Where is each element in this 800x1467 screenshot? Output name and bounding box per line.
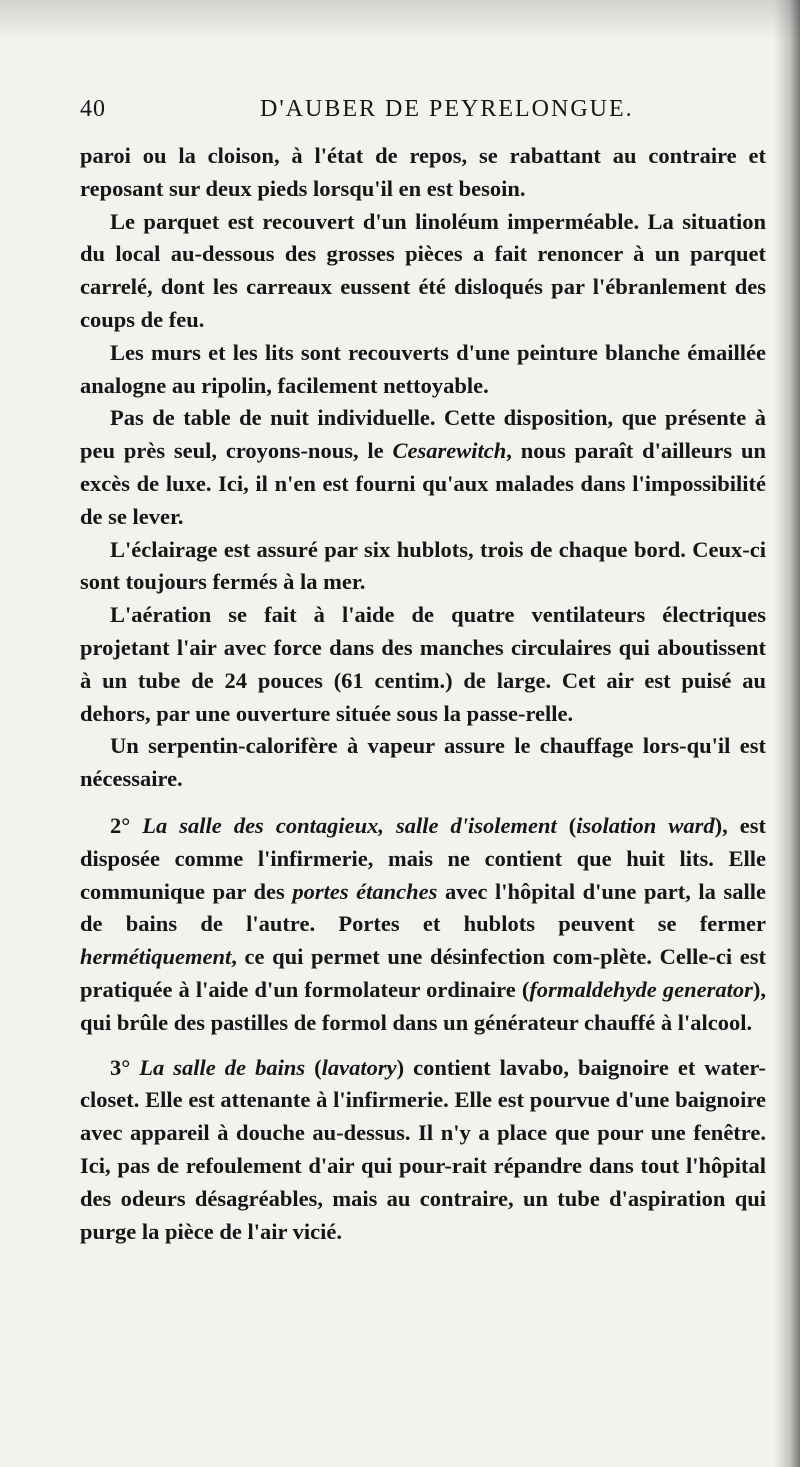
italic-text: hermétiquement (80, 944, 232, 970)
paragraph-text: , ce qui permet une désinfection com-plète. Celle-ci est pratiquée à l'aide d'un formolateur ordinaire ( (80, 944, 766, 1002)
paragraph-text: Un serpentin-calorifère à vapeur assure le chauffage lors-qu'il est nécessaire. (80, 733, 766, 792)
paragraph-text: ), est disposée comme l'infirmerie, mais ne contient que huit lits. Elle communique par des (80, 812, 767, 904)
italic-text: La salle de bains (139, 1054, 306, 1080)
paragraph-table-de-nuit (80, 402, 766, 533)
paragraph-text: Pas de table de nuit individuelle. Cette disposition, que présente à peu près seul, croyons-nous, le (80, 405, 766, 464)
paragraph-continuation (80, 140, 766, 206)
paragraph-text: ( (556, 812, 577, 838)
italic-text: lavatory (321, 1054, 397, 1080)
paragraph-chauffage (80, 730, 766, 796)
paragraph-murs (80, 337, 766, 403)
page-number: 40 (80, 96, 106, 122)
paragraph-text: , nous paraît d'ailleurs un excès de luxe. Ici, il n'en est fourni qu'aux malades dans l'impossibilité de se lever. (80, 438, 766, 529)
italic-text: Cesarewitch (392, 438, 507, 464)
section-number: 3° (110, 1054, 131, 1080)
paragraph-text: ), qui brûle des pastilles de formol dans un générateur chauffé à l'alcool. (80, 976, 766, 1035)
page-header (80, 96, 772, 132)
paragraph-text: avec l'hôpital d'une part, la salle de bains de l'autre. Portes et hublots peuvent se fermer (80, 878, 767, 937)
paragraph-parquet (80, 206, 766, 337)
page-edge-shadow (774, 0, 800, 1467)
running-title: D'AUBER DE PEYRELONGUE. (260, 96, 634, 122)
italic-text: portes étanches (292, 878, 438, 904)
paragraph-text: Les murs et les lits sont recouverts d'une peinture blanche émaillée analogne au ripolin, facilement nettoyable. (80, 339, 766, 398)
italic-text: formaldehyde generator (529, 976, 753, 1002)
paragraph-eclairage (80, 534, 766, 600)
paragraph-aeration (80, 599, 766, 730)
body-text (80, 140, 766, 1248)
paragraph-text: Le parquet est recouvert d'un linoléum imperméable. La situation du local au-dessous des grosses pièces a fait renoncer à un parquet carrelé, dont les carreaux eussent été disloqués par l'ébranlement des coups de feu. (80, 208, 766, 332)
section-contagieux (80, 810, 766, 1040)
italic-text: isolation ward (576, 812, 715, 838)
paragraph-text: ) contient lavabo, baignoire et water-closet. Elle est attenante à l'infirmerie. Elle est pourvue d'une baignoire avec appareil à douche au-dessus. Il n'y a place que pour une fenêtre. Ici, pas de refoulement d'air qui pour-rait répandre dans tout l'hôpital des odeurs désagréables, mais au contraire, un tube d'aspiration qui purge la pièce de l'air vicié. (80, 1054, 767, 1244)
section-salle-de-bains (80, 1052, 766, 1249)
paragraph-text: ( (305, 1054, 322, 1080)
paragraph-text: paroi ou la cloison, à l'état de repos, se rabattant au contraire et reposant sur deux pieds lorsqu'il en est besoin. (80, 143, 766, 201)
page-top-shading (0, 0, 800, 40)
paragraph-text: L'aération se fait à l'aide de quatre ventilateurs électriques projetant l'air avec force dans des manches circulaires qui aboutissent à un tube de 24 pouces (61 centim.) de large. Cet air est puisé au dehors, par une ouverture située sous la passe-relle. (80, 602, 766, 726)
section-number: 2° (110, 812, 131, 838)
paragraph-text: L'éclairage est assuré par six hublots, trois de chaque bord. Ceux-ci sont toujours fermés à la mer. (80, 536, 766, 595)
italic-text: La salle des contagieux, salle d'isolement (142, 812, 557, 838)
